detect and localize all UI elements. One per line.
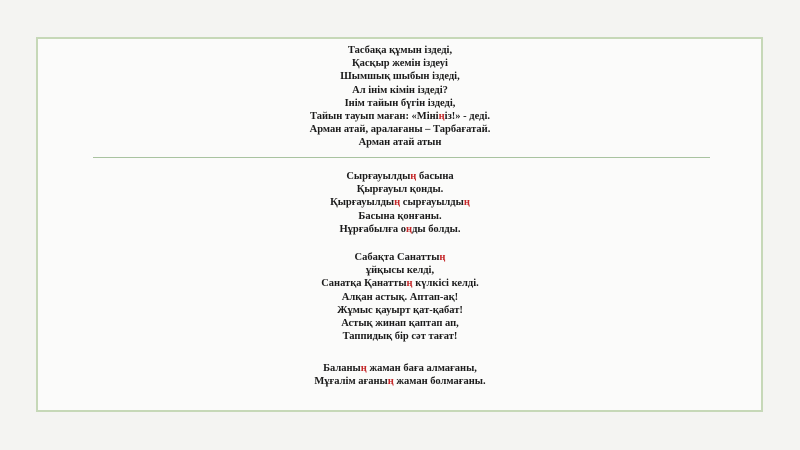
poem-line: Інім тайын бүгін іздеді, — [344, 97, 456, 109]
poem-line: Арман атай, аралағаны – Тарбағатай. — [309, 124, 491, 136]
stanza-4 — [200, 362, 600, 388]
poem-line: Қырғауылдың сырғауылдың — [330, 197, 470, 209]
poem-line: Баланың жаман баға алмағаны, — [323, 363, 477, 374]
highlighted-letter: ң — [463, 197, 470, 209]
highlighted-letter: ң — [439, 252, 446, 263]
highlighted-letter: ң — [387, 376, 394, 388]
poem-line: Арман атай атын — [358, 137, 442, 149]
poem-line: Жұмыс қауырт қат-қабат! — [337, 304, 463, 316]
poem-line: ұйқысы келді, — [365, 265, 435, 277]
poem-line: Тасбақа құмын іздеді, — [347, 45, 453, 56]
poem-line: Таппидық бір сәт тағат! — [342, 331, 458, 343]
stanza-3 — [200, 251, 600, 343]
poem-line: Сабақта Санаттың — [354, 252, 446, 263]
stanza-1 — [200, 44, 600, 150]
poem-line: Тайын тауып маған: «Мініңіз!» - деді. — [310, 110, 490, 122]
poem-line: Алқан астық. Аптап-ақ! — [341, 291, 459, 303]
poem-line: Сырғауылдың басына — [346, 171, 454, 182]
poem-line: Санатқа Қанаттың күлкісі келді. — [321, 278, 479, 290]
highlighted-letter: ң — [438, 110, 445, 122]
poem-line: Ал інім кімін іздеді? — [352, 84, 448, 96]
poem-line: Шымшық шыбын іздеді, — [340, 71, 460, 83]
stanza-2 — [200, 170, 600, 236]
poem-line: Нұрғабылға оңды болды. — [339, 223, 461, 235]
poem-line: Басына қонғаны. — [358, 210, 442, 222]
poem-line: Қасқыр жемін іздеуі — [352, 58, 448, 70]
poem-line: Қырғауыл қонды. — [356, 184, 444, 196]
divider-line — [93, 157, 710, 158]
highlighted-letter: ң — [406, 223, 413, 235]
highlighted-letter: ң — [394, 197, 401, 209]
poem-line: Мұғалім ағаның жаман болмағаны. — [314, 376, 486, 388]
poem-line: Астық жинап қаптап ап, — [341, 317, 459, 329]
highlighted-letter: ң — [410, 171, 417, 182]
highlighted-letter: ң — [406, 278, 413, 290]
highlighted-letter: ң — [360, 363, 367, 374]
